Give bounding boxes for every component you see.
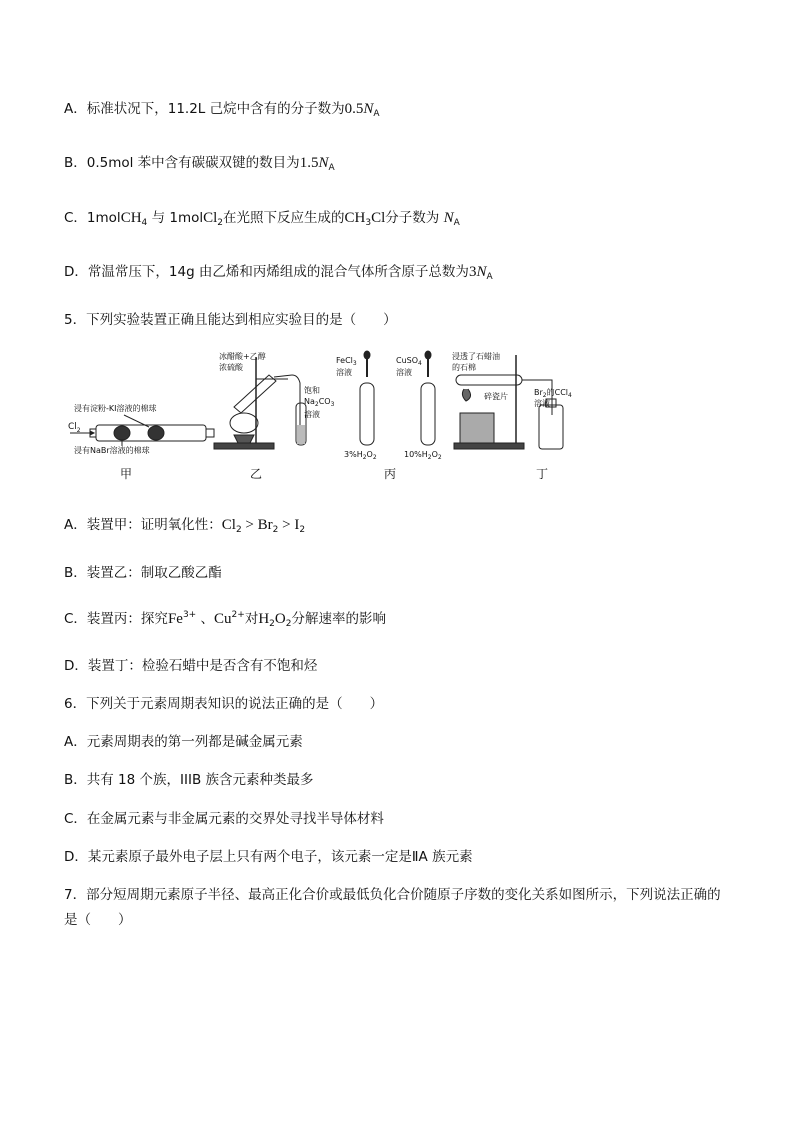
yi-label-na2co3: $Na_2CO_3$ (304, 397, 335, 408)
q5-option-c: C．装置丙：探究$Fe^{3+}$ 、$Cu^{2+}$对$H_2O_2$分解速率的影响 (64, 610, 386, 629)
caption-ding: 丁 (536, 467, 549, 481)
caption-jia: 甲 (120, 467, 133, 481)
apparatus-figure (64, 345, 584, 485)
q6-option-a: A．元素周期表的第一列都是碱金属元素 (64, 734, 303, 750)
caption-bing: 丙 (384, 467, 397, 481)
q5-option-a: A．装置甲：证明氧化性：$Cl_2 > Br_2 > I_2$ (64, 517, 306, 535)
bing-label-solution-2: 溶液 (396, 368, 412, 377)
q4-option-a: A．标准状况下，11.2L 己烷中含有的分子数为$0.5N_A$ (64, 101, 380, 119)
ding-label-solution: 溶液 (534, 399, 550, 408)
q5-option-d: D．装置丁：检验石蜡中是否含有不饱和烃 (64, 658, 318, 674)
q5-option-b: B．装置乙：制取乙酸乙酯 (64, 565, 222, 581)
ding-label-br2: $Br_2$的CCl$_4$ (534, 388, 572, 399)
bing-label-cuso4: CuSO$_4$ (396, 356, 422, 367)
q6-option-c: C．在金属元素与非金属元素的交界处寻找半导体材料 (64, 811, 384, 827)
q7-stem: 7．部分短周期元素原子半径、最高正化合价或最低负化合价随原子序数的变化关系如图所示，下列说法正确的是（ ） (64, 887, 721, 928)
apparatus-bing (336, 351, 442, 461)
ding-label-paraffin: 浸透了石蜡油 (452, 352, 500, 361)
q6-option-d: D．某元素原子最外电子层上只有两个电子，该元素一定是ⅡA 族元素 (64, 849, 473, 865)
yi-label-reagents: 冰醋酸+乙醇 (219, 352, 266, 361)
jia-label-cl2: $Cl_2$ (68, 422, 81, 434)
ding-label-asbestos: 的石棉 (452, 363, 476, 372)
apparatus-drawing (64, 345, 584, 485)
bing-label-solution-1: 溶液 (336, 368, 352, 377)
jia-label-nabr: 浸有NaBr溶液的棉球 (74, 446, 150, 455)
apparatus-ding (452, 351, 572, 449)
q6-stem: 6．下列关于元素周期表知识的说法正确的是（ ） (64, 696, 384, 712)
bing-label-h2o2-3: $3\%H_2O_2$ (344, 450, 377, 461)
jia-label-ki: 浸有淀粉-KI溶液的棉球 (74, 404, 157, 413)
yi-label-saturated: 饱和 (304, 386, 320, 395)
bing-label-fecl3: FeCl$_3$ (336, 356, 357, 367)
apparatus-yi (214, 351, 335, 449)
q4-option-d: D．常温常压下，14g 由乙烯和丙烯组成的混合气体所含原子总数为$3N_A$ (64, 264, 493, 282)
ding-label-porcelain: 碎瓷片 (484, 392, 508, 401)
yi-label-solution: 溶液 (304, 410, 320, 419)
yi-label-h2so4: 浓硫酸 (219, 363, 243, 372)
apparatus-jia (68, 403, 214, 455)
q5-stem: 5．下列实验装置正确且能达到相应实验目的是（ ） (64, 312, 397, 328)
q4-option-b: B．0.5mol 苯中含有碳碳双键的数目为$1.5N_A$ (64, 155, 335, 173)
q4-option-c: C．1molCH$_4$ 与 1molCl$_2$在光照下反应生成的$CH_3Cl$分子数为 $N_A$ (64, 210, 460, 228)
bing-label-h2o2-10: $10\%H_2O_2$ (404, 450, 442, 461)
caption-yi: 乙 (250, 467, 263, 481)
q6-option-b: B．共有 18 个族，IIIB 族含元素种类最多 (64, 772, 314, 788)
